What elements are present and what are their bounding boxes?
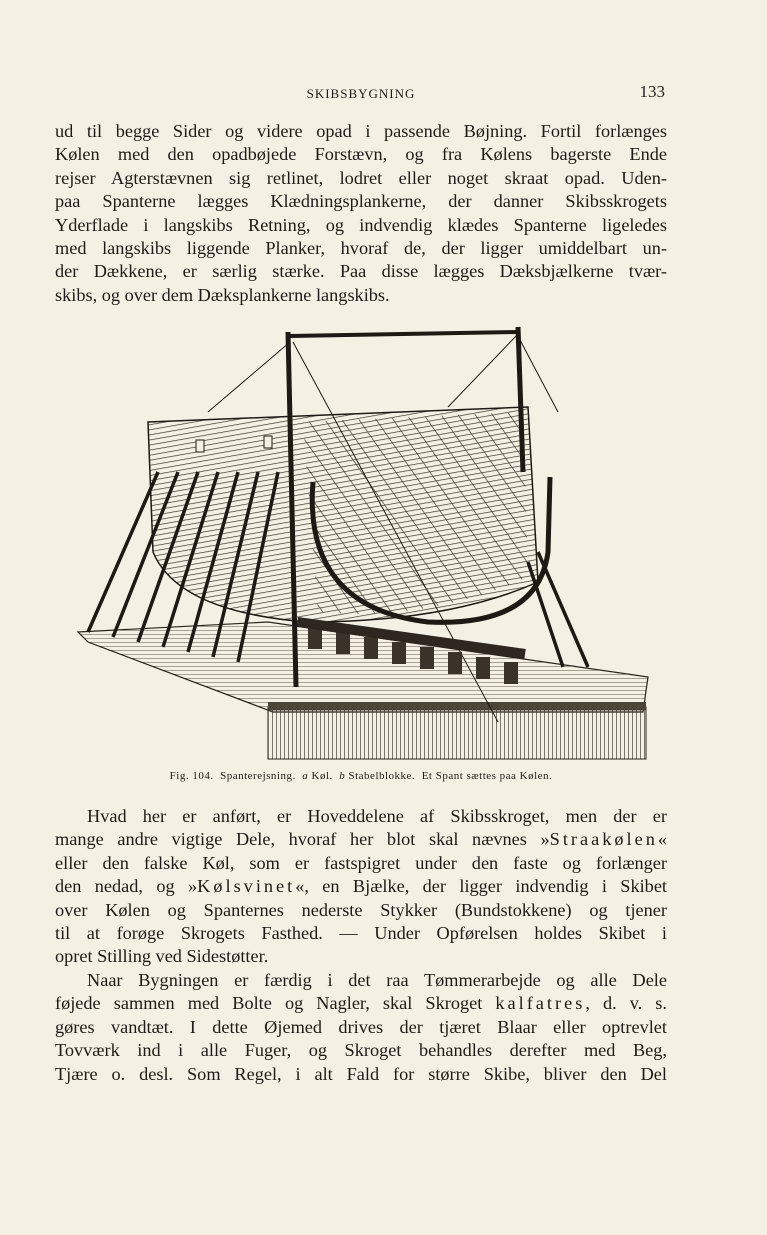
ship-frame-illustration (68, 322, 653, 762)
text-line: gøres vandtæt. I dette Øjemed drives der tjæret Blaar eller optrevlet (55, 1016, 667, 1037)
running-title: SKIBSBYGNING (306, 86, 416, 101)
text-line: mange andre vigtige Dele, hvoraf her blot skal nævnes »Straakølen« (55, 829, 667, 850)
caption-title: Spanterejsning. (220, 770, 296, 782)
page-number: 133 (639, 82, 665, 101)
caption-prefix: Fig. 104. (169, 770, 214, 782)
caption-label-a: a (302, 770, 309, 782)
text-line: opret Stilling ved Sidestøtter. (55, 946, 269, 967)
text-line: Tjære o. desl. Som Regel, i alt Fald for større Skibe, bliver den Del (55, 1063, 667, 1084)
text-line: til at forøge Skrogets Fasthed. — Under Opførelsen holdes Skibet i (55, 923, 667, 944)
text-line: føjede sammen med Bolte og Nagler, skal Skroget kalfatres, d. v. s. (55, 993, 667, 1014)
text-line: den nedad, og »Kølsvinet«, en Bjælke, der ligger indvendig i Skibet (55, 876, 668, 897)
text-line: der Dækkene, er særlig stærke. Paa disse lægges Dæksbjælkerne tvær- (55, 261, 667, 282)
caption-label-b-text: Stabelblokke. (348, 770, 416, 782)
emphasis-term: Straakølen (549, 829, 658, 850)
emphasis-term: kalfatres (495, 993, 586, 1014)
text-line: Kølen med den opadbøjede Forstævn, og fra Kølens bagerste Ende (55, 144, 667, 165)
emphasis-term: Kølsvinet (197, 876, 296, 897)
text-line: Tovværk ind i alle Fuger, og Skroget behandles derefter med Beg, (55, 1040, 667, 1061)
caption-label-a-text: Køl. (311, 770, 333, 782)
text-line: ud til begge Sider og videre opad i passende Bøjning. Fortil forlænges (55, 121, 667, 141)
text-line: med langskibs liggende Planker, hvoraf de, der ligger umiddelbart un- (55, 238, 667, 259)
text-line: paa Spanterne lægges Klædningsplankerne, der danner Skibsskrogets (55, 191, 667, 212)
text-line: Hvad her er anført, er Hoveddelene af Skibsskroget, men der er (87, 806, 667, 826)
text-line: rejser Agterstævnen sig retlinet, lodret eller noget skraat opad. Uden- (55, 167, 667, 188)
page-header (55, 82, 667, 106)
caption-label-b: b (339, 770, 346, 782)
paragraph-3 (55, 969, 667, 1086)
text-line: eller den falske Køl, som er fastspigret under den faste og forlænger (55, 852, 667, 873)
figure-caption (55, 770, 667, 782)
text-line: over Kølen og Spanternes nederste Stykker (Bundstokkene) og tjener (55, 899, 667, 920)
paragraph-2 (55, 805, 667, 969)
text-line: Naar Bygningen er færdig i det raa Tømmerarbejde og alle Dele (87, 970, 667, 990)
text-line: skibs, og over dem Dæksplankerne langskibs. (55, 284, 390, 305)
caption-rest: Et Spant sættes paa Kølen. (421, 770, 553, 782)
text-line: Yderflade i langskibs Retning, og indvendig klædes Spanterne ligeledes (55, 214, 667, 235)
paragraph-1 (55, 120, 667, 307)
